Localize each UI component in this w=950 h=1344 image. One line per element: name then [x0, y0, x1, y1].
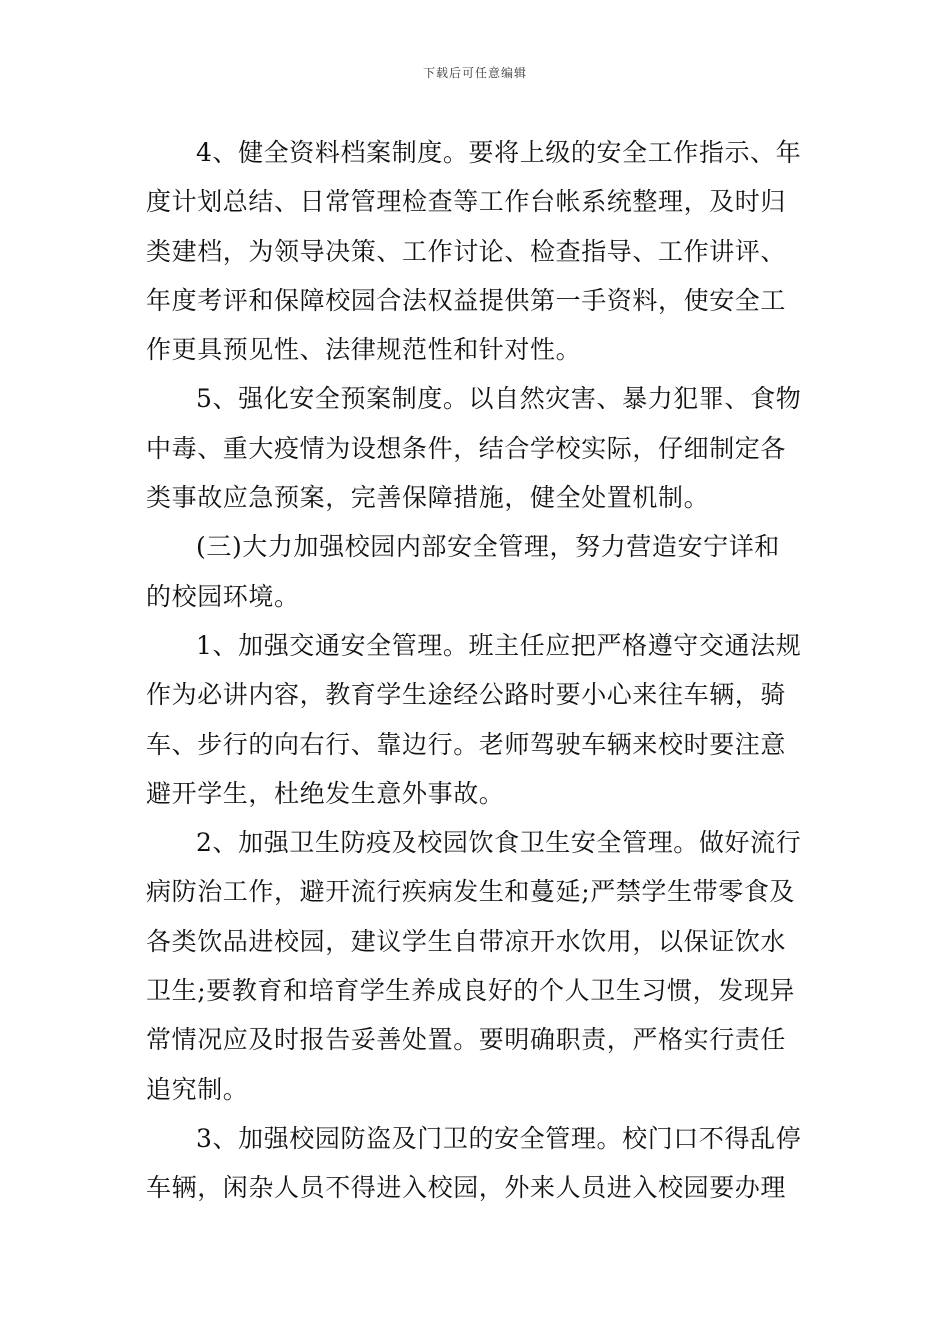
paragraph-emergency-plan — [146, 374, 810, 522]
paragraph-line: (三)大力加强校园内部安全管理，努力营造安宁详和 — [196, 532, 780, 562]
paragraph-campus-security — [146, 1114, 810, 1213]
paragraph-line: 作为必讲内容，教育学生途经公路时要小心来往车辆，骑 — [146, 680, 787, 710]
paragraph-line: 3、加强校园防盗及门卫的安全管理。校门口不得乱停 — [196, 1123, 802, 1153]
paragraph-line: 5、强化安全预案制度。以自然灾害、暴力犯罪、食物 — [196, 384, 802, 414]
page-header: 下载后可任意编辑 — [422, 66, 527, 80]
paragraph-line: 类事故应急预案，完善保障措施，健全处置机制。 — [146, 483, 710, 513]
document-body — [146, 128, 810, 1213]
paragraph-line: 病防治工作，避开流行疾病发生和蔓延;严禁学生带零食及 — [146, 877, 796, 907]
section-heading-internal-safety — [146, 522, 810, 621]
paragraph-line: 4、健全资料档案制度。要将上级的安全工作指示、年 — [196, 138, 802, 167]
paragraph-archive-system — [146, 128, 810, 374]
paragraph-line: 年度考评和保障校园合法权益提供第一手资料，使安全工 — [146, 285, 787, 315]
paragraph-line: 中毒、重大疫情为设想条件，结合学校实际，仔细制定各 — [146, 433, 787, 463]
paragraph-line: 度计划总结、日常管理检查等工作台帐系统整理，及时归 — [146, 187, 787, 217]
paragraph-line: 卫生;要教育和培育学生养成良好的个人卫生习惯，发现异 — [146, 976, 796, 1006]
paragraph-line: 常情况应及时报告妥善处置。要明确职责，严格实行责任 — [146, 1025, 787, 1055]
paragraph-line: 避开学生，杜绝发生意外事故。 — [146, 778, 505, 808]
paragraph-line: 车辆，闲杂人员不得进入校园，外来人员进入校园要办理 — [146, 1173, 787, 1203]
paragraph-line: 2、加强卫生防疫及校园饮食卫生安全管理。做好流行 — [196, 828, 802, 858]
paragraph-line: 类建档，为领导决策、工作讨论、检查指导、工作讲评、 — [146, 236, 787, 266]
paragraph-line: 1、加强交通安全管理。班主任应把严格遵守交通法规 — [196, 630, 802, 660]
paragraph-line: 作更具预见性、法律规范性和针对性。 — [146, 335, 582, 365]
paragraph-line: 各类饮品进校园，建议学生自带凉开水饮用，以保证饮水 — [146, 926, 787, 956]
paragraph-traffic-safety — [146, 621, 810, 818]
paragraph-line: 车、步行的向右行、靠边行。老师驾驶车辆来校时要注意 — [146, 729, 787, 759]
paragraph-line: 的校园环境。 — [146, 581, 300, 611]
paragraph-line: 追究制。 — [146, 1074, 249, 1104]
paragraph-health-safety — [146, 818, 810, 1114]
